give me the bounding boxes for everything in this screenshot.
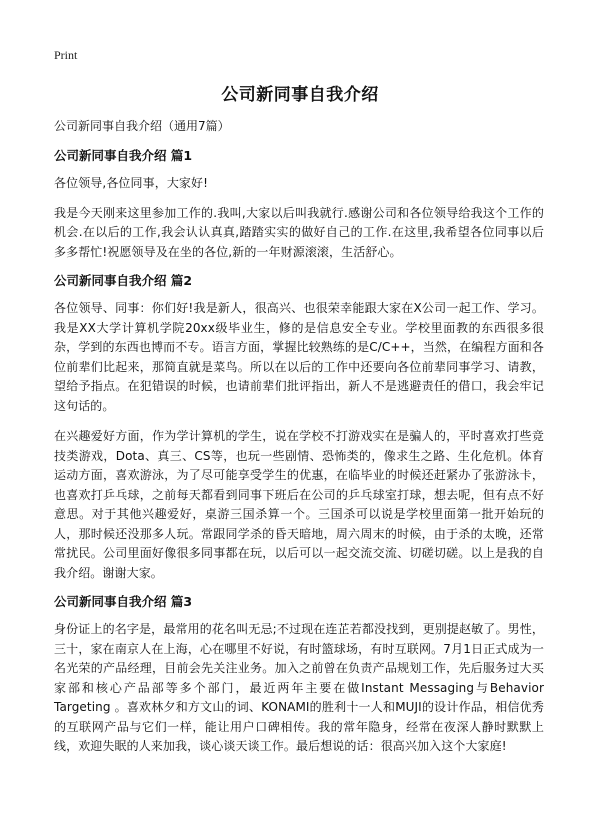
page-title: 公司新同事自我介绍: [221, 85, 379, 105]
section-heading-2: 公司新同事自我介绍 篇2: [54, 273, 193, 288]
section-heading-3: 公司新同事自我介绍 篇3: [54, 594, 193, 609]
section-2-paragraph-2: 在兴趣爱好方面，作为学计算机的学生，说在学校不打游戏实在是骗人的，平时喜欢打些竞技类游戏，Dota、真三、CS等，也玩一些剧情、恐怖类的，像求生之路、生化危机。体育运动方面，喜欢游泳，为了尽可能享受学生的优惠，在临毕业的时候还赶紧办了张游泳卡，也喜欢打乒乓球，之前每天都看到同事下班后在公司的乒乓球室打球，想去呢，但有点不好意思。对于其他兴趣爱好，桌游三国杀算一个。三国杀可以说是学校里面第一批开始玩的人，那时候还没那多人玩。常跟同学杀的昏天暗地，周六周末的时候，由于杀的太晚，还常常扰民。公司里面好像很多同事都在玩，以后可以一起交流交流、切磋切磋。以上是我的自我介绍。谢谢大家。: [54, 429, 544, 580]
document-body: [54, 118, 544, 768]
section-heading-1: 公司新同事自我介绍 篇1: [54, 148, 193, 163]
section-1-paragraph-2: 我是今天刚来这里参加工作的.我叫,大家以后叫我就行.感谢公司和各位领导给我这个工作的机会.在以后的工作,我会认认真真,踏踏实实的做好自己的工作.在这里,我希望各位同事以后多多帮忙!祝愿领导及在坐的各位,新的一年财源滚滚，生活舒心。: [54, 205, 544, 259]
section-2-paragraph-1: 各位领导、同事：你们好!我是新人，很高兴、也很荣幸能跟大家在X公司一起工作、学习。我是XX大学计算机学院20xx级毕业生，修的是信息安全专业。学校里面教的东西很多很杂，学到的东西也博而不专。语言方面，掌握比较熟练的是C/C++，当然，在编程方面和各位前辈们比起来，那简直就是菜鸟。所以在以后的工作中还要向各位前辈同事学习、请教，望给予指点。在犯错误的时候，也请前辈们批评指出，新人不是逃避责任的借口，我会牢记这句话的。: [54, 301, 544, 413]
section-3-paragraph-1: 身份证上的名字是，最常用的花名叫无忌;不过现在连芷若都没找到，更别提赵敏了。男性，三十，家在南京人在上海，心在哪里不好说，有时篮球场，有时互联网。7月1日正式成为一名光荣的产品经理，目前会先关注业务。加入之前曾在负责产品规划工作，先后服务过大买家部和核心产品部等多个部门，最近两年主要在做Instant Messaging与Behavior Targeting 。喜欢林夕和方文山的词、KONAMI的胜利十一人和MUJI的设计作品，相信优秀的互联网产品与它们一样，能让用户口碑相传。我的常年隐身，经常在夜深人静时默默上线，欢迎失眠的人来加我，谈心谈天谈工作。最后想说的话：很高兴加入这个大家庭!: [54, 622, 544, 753]
section-1-paragraph-1: 各位领导,各位同事，大家好!: [54, 176, 209, 190]
print-link[interactable]: Print: [54, 48, 78, 62]
document-subtitle: 公司新同事自我介绍（通用7篇）: [54, 119, 230, 133]
